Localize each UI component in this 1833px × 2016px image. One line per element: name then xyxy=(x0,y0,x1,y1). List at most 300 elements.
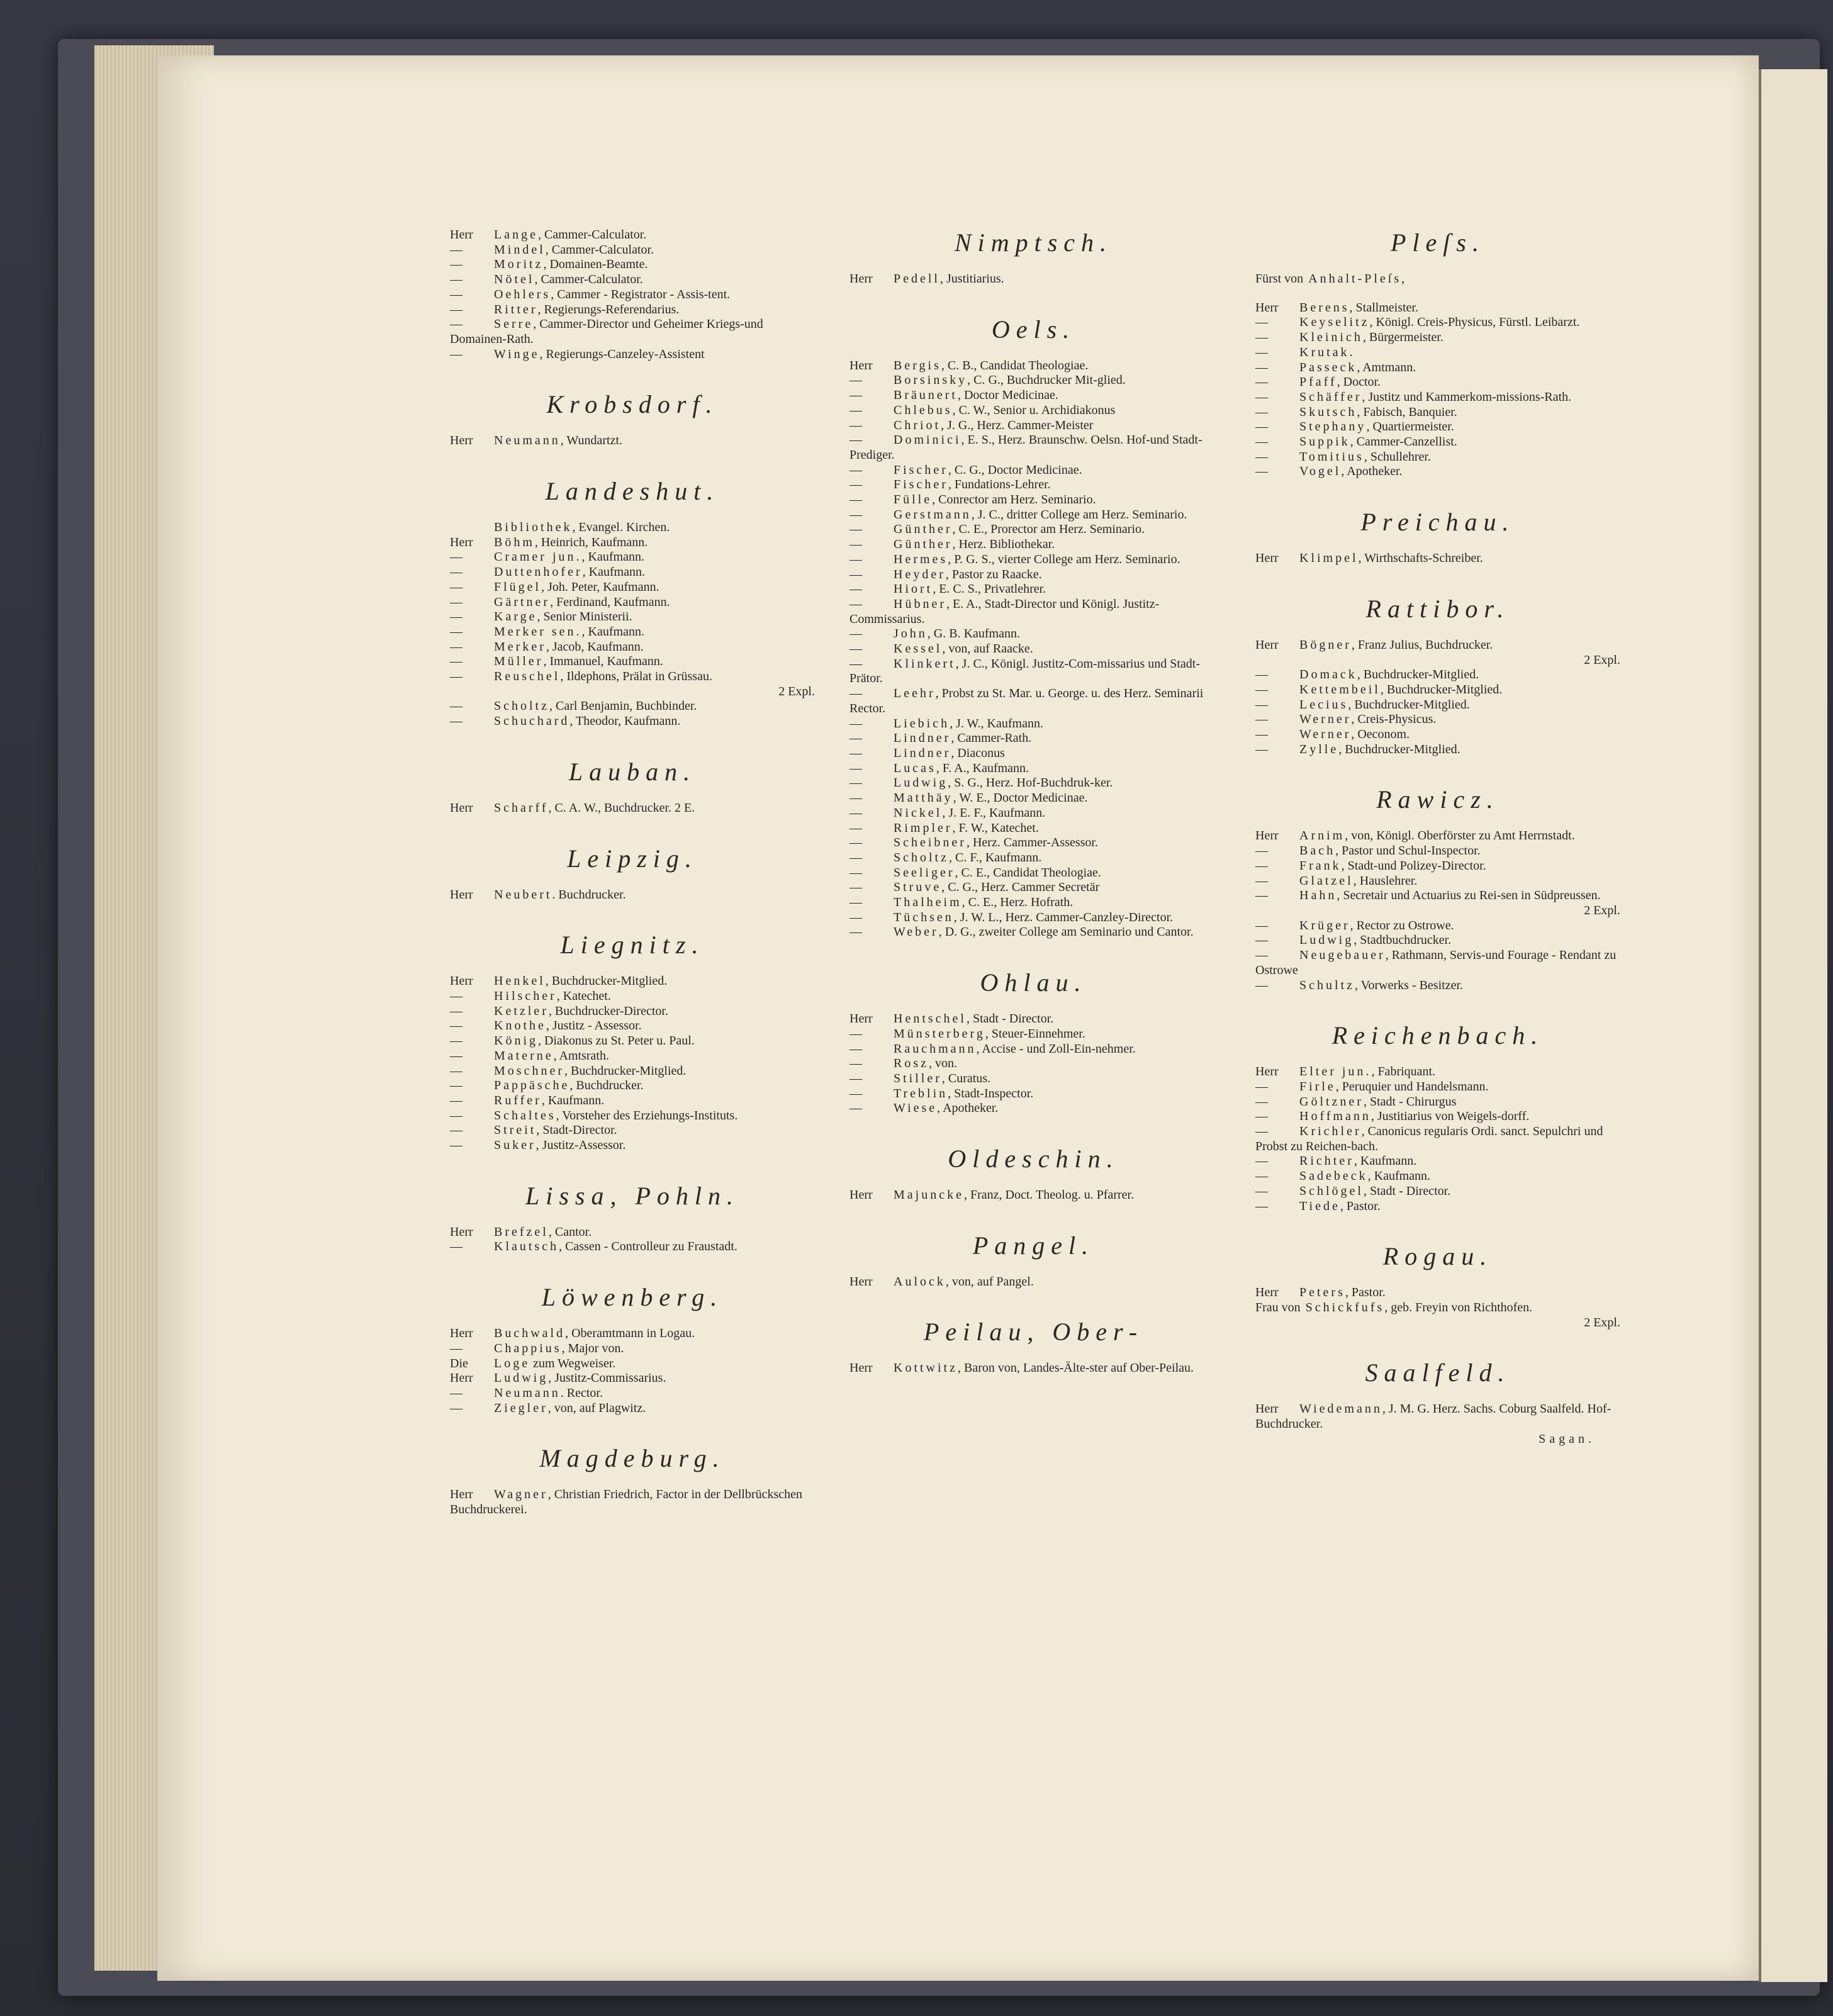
subscriber-entry xyxy=(849,403,1218,418)
subscriber-entry xyxy=(1255,315,1620,330)
place-section xyxy=(1255,594,1620,758)
entry-detail: , Christian Friedrich, Factor in der Dellbrückschen Buchdruckerei. xyxy=(450,1487,803,1517)
subscriber-entry xyxy=(450,1094,815,1109)
place-heading: Reichenbach. xyxy=(1331,1021,1544,1050)
entry-detail: , C. F., Kaufmann. xyxy=(949,850,1042,865)
entry-name: Passeck xyxy=(1299,360,1357,374)
entry-name: Wagner xyxy=(494,1487,548,1502)
subscriber-entry xyxy=(1255,420,1620,435)
entry-name: Leehr xyxy=(894,686,936,701)
entry-prefix: — xyxy=(450,347,462,361)
entry-name: Kettembeil xyxy=(1299,682,1381,697)
entry-name: Aulock xyxy=(894,1274,946,1289)
entry-name: Günther xyxy=(894,537,953,552)
entry-detail: , Amtmann. xyxy=(1357,360,1416,374)
copies-count: 2 Expl. xyxy=(1584,652,1620,667)
place-section xyxy=(450,476,815,729)
entry-detail: , Königl. Creis-Physicus, Fürstl. Leibarzt. xyxy=(1369,315,1580,330)
subscriber-entry xyxy=(450,303,815,318)
subscriber-entry xyxy=(450,888,815,903)
place-section xyxy=(450,1443,815,1517)
entry-detail: , Canonicus regularis Ordi. sanct. Sepulchri und Probst zu Reichen-bach. xyxy=(1255,1124,1603,1153)
entry-prefix: — xyxy=(1255,360,1268,374)
subscriber-entry xyxy=(849,1101,1218,1116)
entry-name: Neumann xyxy=(494,1386,561,1400)
entry-prefix: — xyxy=(849,791,862,805)
entry-detail: , Katechet. xyxy=(556,988,611,1003)
entry-detail: , J. E. F., Kaufmann. xyxy=(942,805,1046,820)
entry-name: Frank xyxy=(1299,858,1342,873)
entry-name: Weber xyxy=(894,925,939,939)
entry-name: Schaltes xyxy=(494,1108,556,1123)
entry-name: Schultz xyxy=(1299,978,1355,992)
copies-count: 2 Expl. xyxy=(1584,903,1620,917)
subscriber-entry xyxy=(450,1326,815,1341)
place-heading: Rattibor. xyxy=(1365,594,1510,623)
entry-detail: , J. M. G. Herz. Sachs. Coburg Saalfeld. Hof-Buchdrucker. xyxy=(1255,1402,1612,1431)
entry-prefix: — xyxy=(1255,873,1268,888)
entry-detail: , Buchdrucker-Mitglied. xyxy=(545,974,668,988)
entry-name: Gärtner xyxy=(494,595,551,609)
entry-prefix: — xyxy=(1255,405,1268,419)
entry-prefix: — xyxy=(450,302,462,316)
entry-name: Lucas xyxy=(894,761,936,775)
subscriber-entry xyxy=(1255,933,1620,948)
entry-prefix: — xyxy=(849,686,862,701)
place-section xyxy=(450,389,815,449)
subscriber-entry xyxy=(849,1087,1218,1102)
entry-prefix: — xyxy=(1255,1109,1268,1124)
entry-name: Tomitius xyxy=(1299,449,1364,464)
entry-detail: , Baron von, Landes-Älte-ster auf Ober-Peilau. xyxy=(958,1361,1194,1375)
entry-detail: , E. S., Herz. Braunschw. Oelsn. Hof-und Stadt-Prediger. xyxy=(849,433,1202,462)
entry-detail: , Amtsrath. xyxy=(553,1048,609,1063)
entry-name: Wiedemann xyxy=(1299,1402,1382,1416)
subscriber-entry xyxy=(450,714,815,729)
subscriber-entry xyxy=(1255,874,1620,889)
entry-prefix: — xyxy=(1255,1124,1268,1139)
entry-detail: , C. G., Doctor Medicinae. xyxy=(948,462,1082,477)
entry-detail: , Pastor und Schul-Inspector. xyxy=(1335,844,1481,858)
entry-name: Bibliothek xyxy=(494,520,573,535)
entry-name: Gerstmann xyxy=(894,507,972,522)
entry-name: Sadebeck xyxy=(1299,1169,1368,1184)
entry-detail: , Immanuel, Kaufmann. xyxy=(543,654,663,669)
subscriber-entry xyxy=(450,434,815,449)
entry-detail: , C. E., Prorector am Herz. Seminario. xyxy=(952,522,1145,537)
entry-name: Pedell xyxy=(894,272,940,286)
subscriber-entry xyxy=(849,686,1218,716)
entry-name: Merker xyxy=(494,639,546,654)
entry-name: Hübner xyxy=(894,596,946,611)
text-column-right xyxy=(1255,228,1620,1447)
entry-prefix: Herr xyxy=(1255,300,1279,315)
entry-detail: , Domainen-Beamte. xyxy=(543,257,648,272)
entry-detail: , D. G., zweiter College am Seminario und Cantor. xyxy=(938,925,1194,939)
entry-prefix: — xyxy=(450,1078,462,1093)
entry-name: Matthäy xyxy=(894,791,953,805)
entry-detail: , Fabriquant. xyxy=(1371,1065,1436,1079)
subscriber-entry xyxy=(849,1056,1218,1072)
subscriber-entry xyxy=(450,1487,815,1517)
entry-name: Peters xyxy=(1299,1285,1345,1300)
place-section xyxy=(1255,507,1620,566)
subscriber-entry xyxy=(1255,683,1620,698)
entry-detail: , Cammer-Calculator. xyxy=(545,242,654,257)
entry-prefix: Herr xyxy=(450,800,473,815)
entry-name: Neumann xyxy=(494,434,561,448)
subscriber-entry xyxy=(450,565,815,580)
subscriber-entry xyxy=(450,989,815,1004)
entry-prefix: — xyxy=(849,1056,862,1071)
subscriber-entry xyxy=(1255,464,1620,479)
place-section xyxy=(450,228,815,362)
entry-detail: , Kaufmann. xyxy=(1367,1169,1431,1184)
subscriber-entry xyxy=(849,836,1218,851)
subscriber-entry xyxy=(1255,551,1620,566)
place-heading: Ohlau. xyxy=(980,968,1087,997)
subscriber-entry xyxy=(849,731,1218,746)
entry-detail: , Stadt-Inspector. xyxy=(948,1086,1034,1100)
place-section xyxy=(849,1144,1218,1203)
entry-name: Chappius xyxy=(494,1341,562,1355)
subscriber-entry xyxy=(849,463,1218,478)
entry-prefix: — xyxy=(849,388,862,403)
entry-prefix: — xyxy=(450,287,462,301)
entry-detail: , von, auf Raacke. xyxy=(942,642,1033,656)
entry-name: Merker sen. xyxy=(494,624,582,639)
entry-prefix: — xyxy=(1255,727,1268,742)
subscriber-entry xyxy=(849,791,1218,806)
entry-detail: , Buchdrucker-Mitglied. xyxy=(1357,668,1479,682)
subscriber-entry xyxy=(450,1138,815,1153)
subscriber-entry xyxy=(450,535,815,551)
entry-prefix: — xyxy=(1255,375,1268,389)
subscriber-entry xyxy=(1255,1080,1620,1095)
entry-detail: , J. W. L., Herz. Cammer-Canzley-Director. xyxy=(953,910,1174,924)
entry-prefix: — xyxy=(1255,682,1268,697)
subscriber-entry xyxy=(849,418,1218,434)
entry-detail: , Vorwerks - Besitzer. xyxy=(1355,978,1464,992)
subscriber-entry xyxy=(849,806,1218,821)
entry-detail: , J. G., Herz. Cammer-Meister xyxy=(941,418,1094,432)
entry-prefix: — xyxy=(450,1386,462,1400)
entry-prefix: — xyxy=(1255,918,1268,932)
entry-name: Winge xyxy=(494,347,540,361)
subscriber-entry xyxy=(450,640,815,655)
subscriber-entry xyxy=(849,1275,1218,1290)
entry-prefix: — xyxy=(849,552,862,566)
entry-detail: , Pastor. xyxy=(1340,1199,1381,1213)
entry-detail: , W. E., Doctor Medicinae. xyxy=(953,791,1088,805)
entry-prefix: — xyxy=(450,1240,462,1254)
entry-name: Mindel xyxy=(494,242,546,257)
entry-prefix: — xyxy=(1255,858,1268,873)
subscriber-entry xyxy=(450,654,815,669)
entry-prefix: — xyxy=(1255,315,1268,330)
entry-name: Kessel xyxy=(894,642,943,656)
place-section xyxy=(849,968,1218,1116)
entry-prefix: — xyxy=(849,537,862,552)
subscriber-entry xyxy=(849,1042,1218,1057)
entry-name: Lange xyxy=(494,228,538,242)
entry-detail: , E. A., Stadt-Director und Königl. Justitz-Commissarius. xyxy=(849,596,1160,626)
entry-detail: , Vorsteher des Erziehungs-Instituts. xyxy=(556,1108,738,1123)
subscriber-entry xyxy=(849,552,1218,568)
entry-detail: , geb. Freyin von Richthofen. xyxy=(1384,1300,1533,1314)
subscriber-entry xyxy=(849,508,1218,523)
subscriber-entry xyxy=(450,580,815,595)
entry-detail: , Creis-Physicus. xyxy=(1351,712,1437,727)
entry-detail: , Regierungs-Canzeley-Assistent xyxy=(539,347,705,361)
entry-prefix: — xyxy=(450,1034,462,1048)
entry-prefix: Herr xyxy=(849,1012,873,1026)
entry-name: Pfaff xyxy=(1299,375,1337,389)
entry-name: Klimpel xyxy=(1299,551,1359,566)
entry-prefix: — xyxy=(1255,1079,1268,1094)
entry-detail: , Stadt - Chirurgus xyxy=(1363,1094,1457,1109)
entry-prefix: — xyxy=(450,1123,462,1138)
entry-name: Nickel xyxy=(894,805,943,820)
entry-name: Berens xyxy=(1299,300,1350,315)
subscriber-entry xyxy=(450,699,815,714)
entry-detail: , Oeconom. xyxy=(1351,727,1410,742)
entry-detail: , Fabisch, Banquier. xyxy=(1357,405,1457,419)
entry-detail: , C. E., Candidat Theologiae. xyxy=(955,865,1101,880)
subscriber-entry xyxy=(849,1012,1218,1027)
subscriber-entry xyxy=(849,717,1218,732)
entry-name: Dominici xyxy=(894,433,961,447)
entry-prefix: — xyxy=(450,580,462,594)
entry-prefix: Herr xyxy=(849,1361,873,1375)
text-column-middle xyxy=(849,228,1218,1376)
entry-name: Moritz xyxy=(494,257,544,272)
entry-detail: , Buchdrucker-Mitglied. xyxy=(1338,742,1460,756)
subscriber-entry xyxy=(450,1401,815,1416)
entry-name: Duttenhofer xyxy=(494,565,583,580)
entry-prefix: Herr xyxy=(849,272,873,286)
subscriber-entry xyxy=(450,1109,815,1124)
entry-name: Neugebauer xyxy=(1299,948,1386,963)
subscriber-entry xyxy=(1255,919,1620,934)
entry-prefix: — xyxy=(1255,345,1268,359)
place-heading: Rawicz. xyxy=(1376,785,1499,814)
subscriber-entry xyxy=(849,388,1218,403)
subscriber-entry xyxy=(1255,450,1620,465)
entry-name: Scholtz xyxy=(894,850,949,865)
subscriber-entry xyxy=(1255,405,1620,420)
entry-prefix: — xyxy=(450,1341,462,1355)
entry-name: Neubert xyxy=(494,887,552,902)
entry-detail: , Buchdrucker-Mitglied. xyxy=(1348,697,1470,712)
subscriber-entry xyxy=(450,1386,815,1401)
entry-prefix: — xyxy=(849,836,862,850)
entry-name: Majuncke xyxy=(894,1188,964,1202)
subscriber-entry xyxy=(1255,859,1620,874)
subscriber-entry xyxy=(849,851,1218,866)
subscriber-entry xyxy=(1255,727,1620,742)
entry-name: Müller xyxy=(494,654,544,669)
entry-detail: , Secretair und Actuarius zu Rei-sen in Südpreussen. xyxy=(1337,888,1601,903)
entry-name: Suppik xyxy=(1299,435,1350,449)
entry-detail: , von. xyxy=(929,1056,957,1071)
entry-detail: . xyxy=(1349,345,1353,359)
subscriber-entry xyxy=(849,433,1218,462)
entry-name: Treblin xyxy=(894,1086,948,1100)
entry-name: Seeliger xyxy=(894,865,955,880)
entry-detail: , Doctor Medicinae. xyxy=(957,388,1058,403)
subscriber-entry xyxy=(450,1049,815,1064)
entry-prefix: — xyxy=(1255,978,1268,992)
entry-name: Chlebus xyxy=(894,403,953,417)
entry-prefix: — xyxy=(1255,742,1268,756)
subscriber-entry xyxy=(450,595,815,610)
entry-name: Böhm xyxy=(494,535,535,549)
subscriber-entry xyxy=(849,1072,1218,1087)
entry-detail: . Rector. xyxy=(560,1386,603,1400)
subscriber-entry xyxy=(450,317,815,347)
entry-prefix: Die xyxy=(450,1356,468,1370)
entry-detail: , Curatus. xyxy=(941,1071,991,1085)
subscriber-entry xyxy=(1255,330,1620,345)
entry-prefix: — xyxy=(849,925,862,939)
entry-name: Kleinich xyxy=(1299,330,1363,345)
entry-name: Reuschel xyxy=(494,669,561,684)
entry-name: Zylle xyxy=(1299,742,1339,756)
place-heading: Pangel. xyxy=(972,1231,1095,1260)
place-heading: Lauban. xyxy=(568,757,697,786)
entry-detail: , C. G., Buchdrucker Mit-glied. xyxy=(967,373,1126,388)
entry-name: Moschner xyxy=(494,1063,564,1078)
entry-name: Hiort xyxy=(894,582,933,596)
place-heading: Pleſs. xyxy=(1391,228,1485,257)
subscriber-entry xyxy=(450,1064,815,1079)
adjacent-page-edge xyxy=(1759,69,1827,1982)
subscriber-entry xyxy=(849,910,1218,926)
entry-prefix: — xyxy=(849,493,862,507)
entry-prefix: — xyxy=(849,1071,862,1085)
entry-name: Lindner xyxy=(894,731,951,746)
subscriber-entry xyxy=(450,272,815,288)
subscriber-entry xyxy=(1255,698,1620,713)
entry-detail: , Kaufmann. xyxy=(581,550,644,564)
entry-prefix: — xyxy=(849,627,862,641)
entry-name: Fischer xyxy=(894,462,948,477)
entry-prefix: — xyxy=(849,1041,862,1056)
entry-detail: , Heinrich, Kaufmann. xyxy=(534,535,648,549)
entry-detail: , C. W., Senior u. Archidiakonus xyxy=(952,403,1116,417)
entry-name: Stephany xyxy=(1299,420,1367,434)
copies-count: 2 Expl. xyxy=(1584,1315,1620,1330)
entry-detail: , Bürgermeister. xyxy=(1362,330,1443,345)
entry-name: Stiller xyxy=(894,1071,942,1085)
entry-detail: , Probst zu St. Mar. u. George. u. des Herz. Seminarii Rector. xyxy=(849,686,1204,715)
subscriber-entry xyxy=(450,1357,815,1372)
entry-prefix: — xyxy=(849,1086,862,1100)
subscriber-entry xyxy=(849,1188,1218,1203)
entry-detail: zum Wegweiser. xyxy=(530,1356,616,1370)
entry-detail: , von, auf Plagwitz. xyxy=(547,1401,646,1415)
entry-prefix: Herr xyxy=(1255,1285,1279,1300)
entry-name: Göltzner xyxy=(1299,1094,1364,1109)
entry-name: Bach xyxy=(1299,844,1336,858)
place-heading: Oels. xyxy=(991,315,1076,344)
entry-name: Richter xyxy=(1299,1154,1354,1168)
entry-name: Serre xyxy=(494,317,534,332)
subscriber-entry xyxy=(1255,1285,1620,1301)
entry-detail: , Pastor. xyxy=(1345,1285,1386,1300)
subscriber-entry xyxy=(849,582,1218,597)
entry-prefix: — xyxy=(450,257,462,272)
place-heading: Peilau, Ober- xyxy=(923,1318,1144,1347)
entry-detail: , Evangel. Kirchen. xyxy=(572,520,670,535)
subscriber-entry xyxy=(450,610,815,625)
subscriber-entry xyxy=(450,1078,815,1094)
entry-detail: , Justitz - Assessor. xyxy=(546,1019,642,1033)
subscriber-entry xyxy=(849,657,1218,686)
entry-detail: , Buchdrucker-Director. xyxy=(548,1004,668,1018)
entry-prefix: — xyxy=(849,880,862,895)
entry-prefix: Herr xyxy=(450,1224,473,1239)
subscriber-entry xyxy=(450,625,815,640)
entry-name: Bergis xyxy=(894,358,941,372)
entry-prefix: — xyxy=(849,507,862,522)
entry-prefix: Herr xyxy=(849,358,873,372)
entry-prefix: — xyxy=(849,642,862,656)
entry-name: Rauchmann xyxy=(894,1041,977,1056)
entry-prefix: — xyxy=(450,1401,462,1415)
entry-prefix: — xyxy=(450,1019,462,1033)
entry-detail: , Apotheker. xyxy=(1341,464,1403,479)
subscriber-entry xyxy=(1255,1124,1620,1154)
subscriber-entry xyxy=(1255,1095,1620,1110)
entry-prefix: — xyxy=(450,595,462,609)
subscriber-entry xyxy=(450,1034,815,1049)
entry-detail: , C. E., Herz. Hofrath. xyxy=(961,895,1073,910)
entry-detail: , Kaufmann. xyxy=(541,1093,605,1107)
entry-detail: , Pastor zu Raacke. xyxy=(945,567,1042,581)
entry-detail: , Rector zu Ostrowe. xyxy=(1350,918,1454,932)
entry-detail: , Kaufmann. xyxy=(581,624,644,639)
entry-detail: , Major von. xyxy=(561,1341,624,1355)
entry-prefix: Herr xyxy=(1255,551,1279,566)
subscriber-entry xyxy=(1255,345,1620,361)
place-heading: Preichau. xyxy=(1360,508,1515,537)
text-column-left xyxy=(450,228,815,1518)
entry-prefix: Herr xyxy=(450,1487,473,1502)
entry-prefix: — xyxy=(849,805,862,820)
subscriber-entry xyxy=(1255,829,1620,844)
entry-prefix: — xyxy=(849,746,862,760)
place-heading: Rogau. xyxy=(1382,1242,1493,1271)
subscriber-entry xyxy=(450,1019,815,1034)
entry-detail: , Stallmeister. xyxy=(1349,300,1418,315)
entry-detail: , Cammer-Canzellist. xyxy=(1350,435,1457,449)
entry-detail: , Accise - und Zoll-Ein-nehmer. xyxy=(976,1041,1136,1056)
entry-prefix: — xyxy=(849,1101,862,1116)
entry-detail: , Ferdinand, Kaufmann. xyxy=(550,595,670,609)
entry-name: John xyxy=(894,627,928,641)
entry-name: Schäffer xyxy=(1299,389,1362,404)
entry-detail: , Herz. Bibliothekar. xyxy=(952,537,1055,552)
entry-prefix: Herr xyxy=(450,1371,473,1386)
entry-detail: , Conrector am Herz. Seminario. xyxy=(932,493,1096,507)
entry-prefix: Herr xyxy=(450,974,473,988)
entry-prefix: — xyxy=(849,820,862,835)
entry-prefix: — xyxy=(450,988,462,1003)
entry-prefix: — xyxy=(849,567,862,581)
entry-prefix: — xyxy=(450,565,462,580)
